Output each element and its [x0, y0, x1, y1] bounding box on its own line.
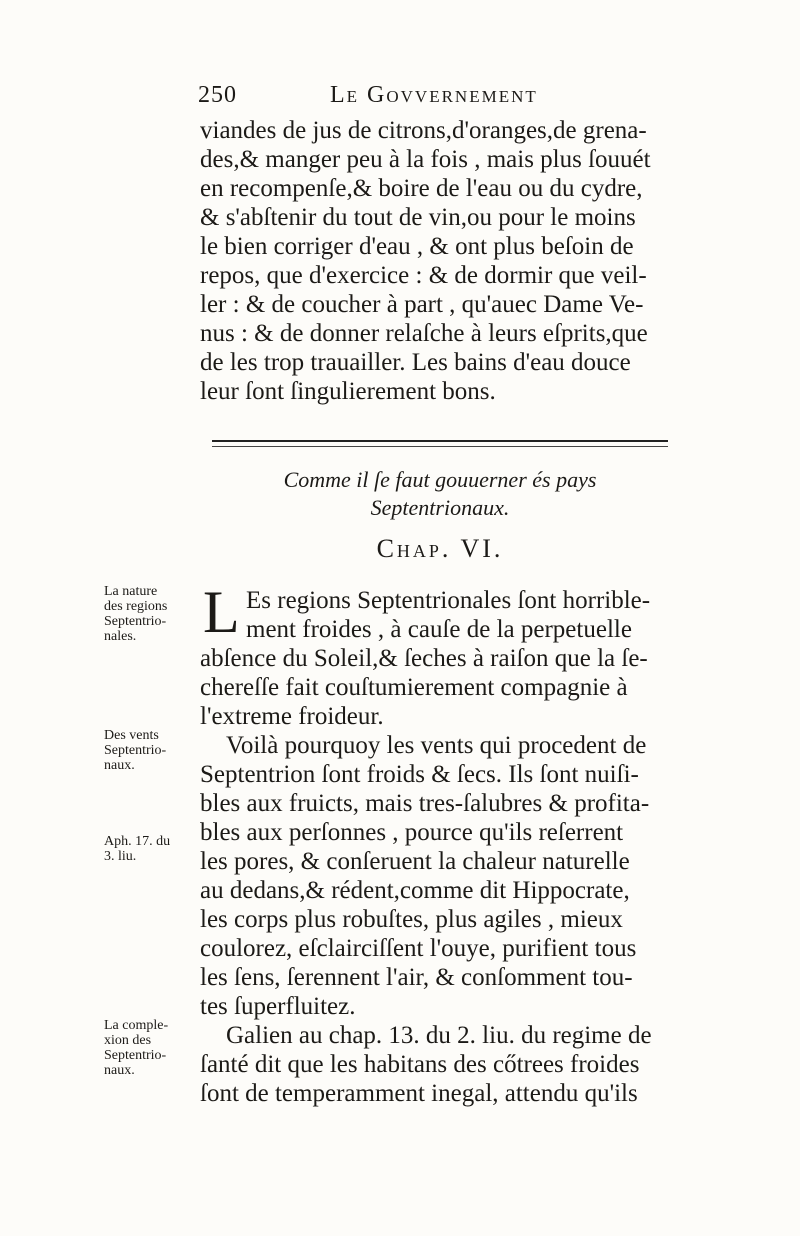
- body-line: Septentrion ſont froids & ſecs. Ils ſont nuiſi-: [200, 761, 639, 788]
- body-line: chereſſe fait couſtumierement compagnie à: [200, 674, 628, 701]
- body-line: tes ſuperfluitez.: [200, 993, 356, 1020]
- body-line: viandes de jus de citrons,d'oranges,de grena-: [200, 117, 647, 144]
- body-line: ſont de temperamment inegal, attendu qu'ils: [200, 1080, 638, 1107]
- marginal-note: Septentrio-: [104, 743, 167, 758]
- chapter-heading: Septentrionaux.: [370, 495, 510, 520]
- body-line: Es regions Septentrionales ſont horrible-: [246, 587, 651, 614]
- body-line: nus : & de donner relaſche à leurs eſprits,que: [200, 320, 648, 347]
- body-line: Voilà pourquoy les vents qui procedent de: [226, 732, 647, 759]
- marginal-note: Septentrio-: [104, 1048, 167, 1063]
- running-head: [198, 78, 668, 114]
- body-line: les pores, & conſeruent la chaleur naturelle: [200, 848, 630, 875]
- chapter-heading: Comme il ſe faut gouuerner és pays: [283, 467, 597, 492]
- body-line: au dedans,& rédent,comme dit Hippocrate,: [200, 877, 630, 904]
- body-line: coulorez, eſclairciſſent l'ouye, purifient tous: [200, 935, 637, 962]
- marginal-note: Septentrio-: [104, 614, 167, 629]
- body-line: ſanté dit que les habitans des cőtrees froides: [200, 1051, 640, 1078]
- body-line: Galien au chap. 13. du 2. liu. du regime de: [226, 1022, 652, 1049]
- marginal-note: La nature: [104, 584, 158, 599]
- body-line: des,& manger peu à la fois , mais plus ſouuét: [200, 146, 651, 173]
- marginal-note: La comple-: [104, 1018, 169, 1033]
- body-line: en recompenſe,& boire de l'eau ou du cydre,: [200, 175, 643, 202]
- body-line: de les trop trauailler. Les bains d'eau douce: [200, 349, 631, 376]
- drop-cap: L: [203, 579, 240, 645]
- body-line: les ſens, ſerennent l'air, & conſomment tou-: [200, 964, 633, 991]
- marginal-note: xion des: [104, 1033, 152, 1048]
- marginal-note: naux.: [104, 1063, 135, 1078]
- body-line: bles aux fruicts, mais tres-ſalubres & profita-: [200, 790, 650, 817]
- marginal-note: Aph. 17. du: [104, 834, 171, 849]
- marginal-note: nales.: [104, 629, 137, 644]
- marginal-note: des regions: [104, 599, 168, 614]
- marginal-note: naux.: [104, 758, 135, 773]
- marginal-note: Des vents: [104, 728, 159, 743]
- body-line: repos, que d'exercice : & de dormir que veil-: [200, 262, 647, 289]
- body-line: & s'abſtenir du tout de vin,ou pour le moins: [200, 204, 636, 231]
- body-line: les corps plus robuſtes, plus agiles , mieux: [200, 906, 623, 933]
- body-line: abſence du Soleil,& ſeches à raiſon que la ſe-: [200, 645, 648, 672]
- section-divider: [212, 440, 668, 447]
- chapter-label: Chap. VI.: [376, 534, 504, 563]
- body-line: l'extreme froideur.: [200, 703, 384, 730]
- body-line: ment froides , à cauſe de la perpetuelle: [246, 616, 632, 643]
- body-line: ler : & de coucher à part , qu'auec Dame Ve-: [200, 291, 644, 318]
- body-line: leur ſont ſingulierement bons.: [200, 378, 496, 405]
- body-line: le bien corriger d'eau , & ont plus beſoin de: [200, 233, 634, 260]
- marginal-note: 3. liu.: [104, 849, 137, 864]
- page-number: 250: [198, 82, 237, 108]
- body-line: bles aux perſonnes , pource qu'ils reſerrent: [200, 819, 624, 846]
- running-title: Le Govvernement: [330, 82, 538, 108]
